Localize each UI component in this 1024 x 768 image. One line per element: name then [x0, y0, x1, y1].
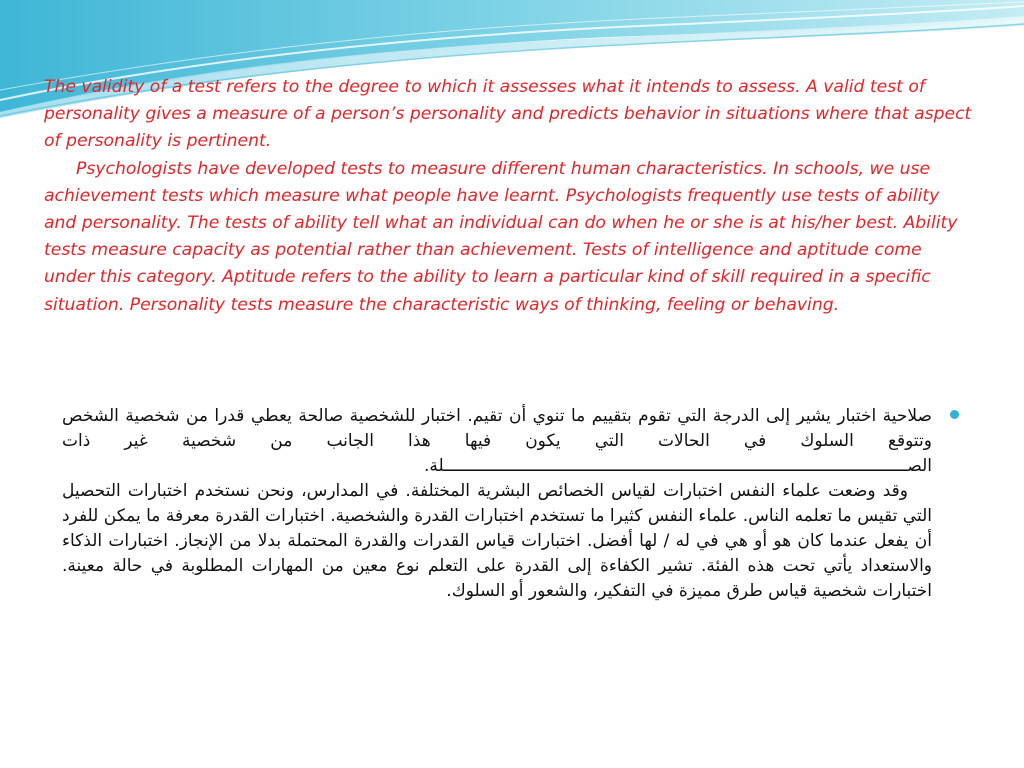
bullet-icon: [950, 410, 959, 419]
arabic-text-block: [62, 404, 932, 604]
english-text-block: [44, 74, 974, 319]
english-paragraph-1: The validity of a test refers to the degree to which it assesses what it intends to assess. A valid test of personality gives a measure of a person’s personality and predicts behavior in situations where that aspect of personality is pertinent.: [44, 77, 972, 152]
arabic-paragraph-2: وقد وضعت علماء النفس اختبارات لقياس الخصائص البشرية المختلفة. في المدارس، ونحن نستخدم اختبارات التحصيل التي تقيس ما تعلمه الناس. علماء النفس كثيرا ما تستخدم اختبارات القدرة والشخصية. اختبارات القدرة معرفة ما يمكن للفرد أن يفعل عندما كان هو أو هي في له / لها أفضل. اختبارات قياس القدرات والقدرة المحتملة بدلا من الإنجاز. اختبارات الذكاء والاستعداد يأتي تحت هذه الفئة. تشير الكفاءة إلى القدرة على التعلم نوع معين من المهارات المطلوبة في حالة معينة. اختبارات شخصية قياس طرق مميزة في التفكير، والشعور أو السلوك.: [62, 481, 932, 601]
arabic-paragraph-1: صلاحية اختبار يشير إلى الدرجة التي تقوم بتقييم ما تنوي أن تقيم. اختبار للشخصية صالحة يعطي قدرا من شخصية الشخص وتتوقع السلوك في الحالات التي يكون فيها هذا الجانب من شخصية غير ذات الصـــــــــــــــــــــــــــــــــــــــــــــــــــــــــــــــــــــــــــــــــــــــــــــلة.: [62, 406, 932, 476]
english-paragraph-2: Psychologists have developed tests to measure different human characteristics. In schools, we use achievement tests which measure what people have learnt. Psychologists frequently use tests of ability and personality. The tests of ability tell what an individual can do when he or she is at his/her best. Ability tests measure capacity as potential rather than achievement. Tests of intelligence and aptitude come under this category. Aptitude refers to the ability to learn a particular kind of skill required in a specific situation. Personality tests measure the characteristic ways of thinking, feeling or behaving.: [44, 158, 958, 315]
